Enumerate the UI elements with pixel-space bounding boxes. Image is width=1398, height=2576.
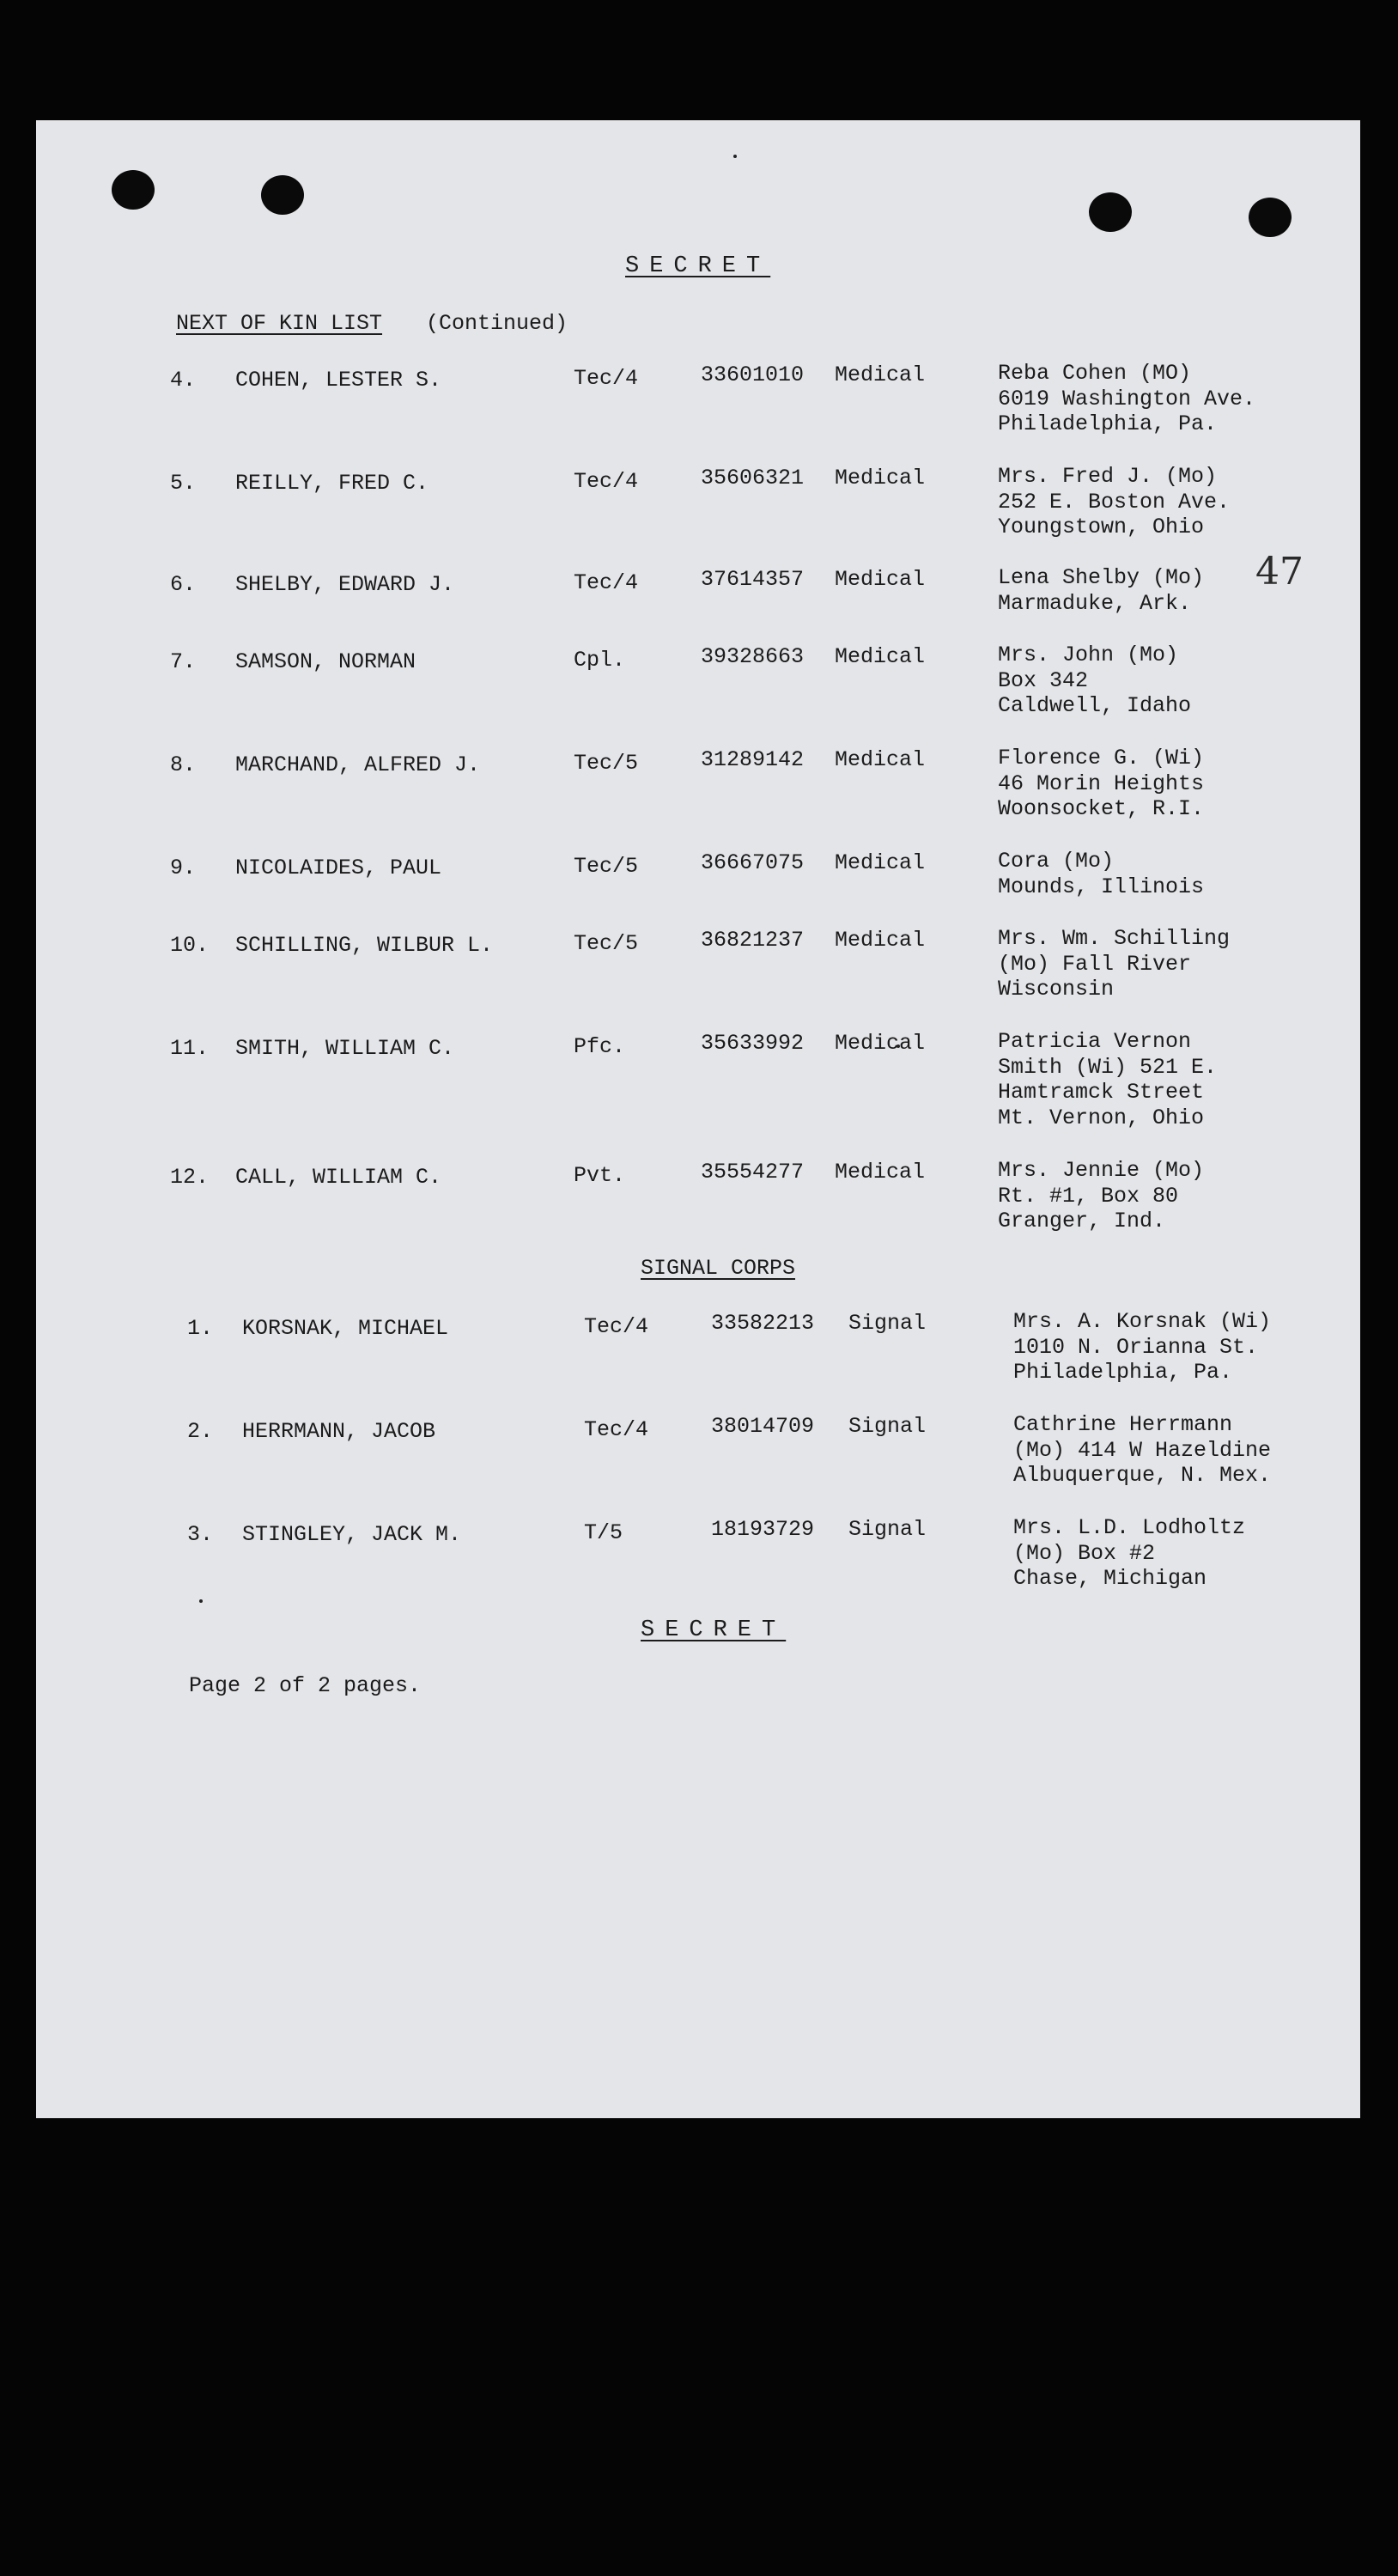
handwritten-page-number: 47 bbox=[1255, 550, 1304, 594]
entry-number: 8. bbox=[170, 752, 197, 777]
entry-next-of-kin-line: 252 E. Boston Ave. bbox=[998, 489, 1231, 515]
punch-hole bbox=[1249, 198, 1292, 237]
continued-note: (Continued) bbox=[426, 311, 568, 336]
entry-number: 1. bbox=[187, 1316, 214, 1341]
entry-branch: Medical bbox=[835, 1160, 926, 1184]
entry-next-of-kin-line: Mrs. Wm. Schilling bbox=[998, 926, 1231, 951]
speck bbox=[733, 155, 737, 158]
speck bbox=[199, 1599, 203, 1603]
entry-name: SMITH, WILLIAM C. bbox=[235, 1036, 455, 1061]
entry-next-of-kin-line: Rt. #1, Box 80 bbox=[998, 1183, 1179, 1209]
entry-next-of-kin-line: Hamtramck Street bbox=[998, 1080, 1205, 1105]
entry-branch: Medical bbox=[835, 928, 926, 953]
entry-next-of-kin-line: Philadelphia, Pa. bbox=[998, 411, 1218, 436]
entry-branch: Medical bbox=[835, 466, 926, 490]
entry-next-of-kin-line: (Mo) 414 W Hazeldine bbox=[1013, 1437, 1272, 1463]
entry-number: 12. bbox=[170, 1165, 210, 1190]
entry-serial-number: 35633992 bbox=[701, 1031, 805, 1056]
entry-next-of-kin-line: Mrs. John (Mo) bbox=[998, 642, 1179, 667]
entry-name: HERRMANN, JACOB bbox=[242, 1419, 436, 1444]
entry-serial-number: 39328663 bbox=[701, 644, 805, 669]
entry-branch: Medical bbox=[835, 362, 926, 387]
entry-rank: Tec/5 bbox=[574, 751, 639, 776]
entry-next-of-kin-line: 46 Morin Heights bbox=[998, 770, 1205, 796]
entry-rank: Tec/4 bbox=[574, 469, 639, 494]
entry-next-of-kin-line: Reba Cohen (MO) bbox=[998, 361, 1192, 386]
document-page bbox=[36, 120, 1360, 2118]
entry-serial-number: 18193729 bbox=[711, 1517, 815, 1542]
entry-next-of-kin-line: Albuquerque, N. Mex. bbox=[1013, 1463, 1272, 1488]
entry-next-of-kin-line: Mounds, Illinois bbox=[998, 874, 1205, 899]
signal-corps-heading: SIGNAL CORPS bbox=[641, 1256, 796, 1281]
entry-next-of-kin-line: Florence G. (Wi) bbox=[998, 746, 1205, 770]
entry-rank: Pvt. bbox=[574, 1163, 626, 1188]
entry-next-of-kin-line: Patricia Vernon bbox=[998, 1029, 1192, 1054]
entry-serial-number: 31289142 bbox=[701, 747, 805, 772]
entry-serial-number: 35554277 bbox=[701, 1160, 805, 1184]
entry-rank: Tec/4 bbox=[584, 1417, 649, 1442]
entry-number: 7. bbox=[170, 649, 197, 674]
entry-next-of-kin-line: Mrs. A. Korsnak (Wi) bbox=[1013, 1309, 1272, 1334]
entry-rank: Cpl. bbox=[574, 648, 626, 673]
entry-next-of-kin-line: Mrs. L.D. Lodholtz bbox=[1013, 1515, 1246, 1540]
entry-name: SHELBY, EDWARD J. bbox=[235, 572, 455, 597]
entry-next-of-kin-line: 1010 N. Orianna St. bbox=[1013, 1334, 1259, 1360]
entry-name: COHEN, LESTER S. bbox=[235, 368, 442, 393]
entry-next-of-kin-line: Lena Shelby (Mo) bbox=[998, 565, 1205, 590]
punch-hole bbox=[1089, 192, 1132, 232]
header-secret-title: SECRET bbox=[625, 253, 771, 279]
entry-next-of-kin-line: Woonsocket, R.I. bbox=[998, 796, 1205, 821]
entry-name: REILLY, FRED C. bbox=[235, 471, 429, 496]
entry-next-of-kin-line: Youngstown, Ohio bbox=[998, 515, 1205, 539]
footer-secret-title: SECRET bbox=[641, 1617, 787, 1643]
entry-next-of-kin-line: Caldwell, Idaho bbox=[998, 693, 1192, 718]
entry-rank: Tec/4 bbox=[574, 570, 639, 595]
entry-next-of-kin-line: (Mo) Box #2 bbox=[1013, 1540, 1156, 1566]
punch-hole bbox=[112, 170, 155, 210]
entry-serial-number: 33601010 bbox=[701, 362, 805, 387]
entry-next-of-kin-line: 6019 Washington Ave. bbox=[998, 386, 1256, 411]
entry-number: 9. bbox=[170, 856, 197, 880]
entry-next-of-kin-line: Box 342 bbox=[998, 667, 1089, 693]
entry-branch: Medical bbox=[835, 567, 926, 592]
entry-rank: Tec/4 bbox=[574, 366, 639, 391]
entry-branch: Medical bbox=[835, 850, 926, 875]
entry-next-of-kin-line: Smith (Wi) 521 E. bbox=[998, 1054, 1218, 1080]
entry-number: 3. bbox=[187, 1522, 214, 1547]
entry-rank: Tec/5 bbox=[574, 931, 639, 956]
page-info: Page 2 of 2 pages. bbox=[189, 1673, 422, 1698]
next-of-kin-heading: NEXT OF KIN LIST bbox=[176, 311, 383, 336]
entry-number: 10. bbox=[170, 933, 210, 958]
entry-next-of-kin-line: Cathrine Herrmann bbox=[1013, 1412, 1233, 1437]
entry-serial-number: 37614357 bbox=[701, 567, 805, 592]
entry-number: 2. bbox=[187, 1419, 214, 1444]
entry-next-of-kin-line: Chase, Michigan bbox=[1013, 1566, 1207, 1591]
entry-next-of-kin-line: Mrs. Jennie (Mo) bbox=[998, 1158, 1205, 1183]
entry-next-of-kin-line: Philadelphia, Pa. bbox=[1013, 1360, 1233, 1385]
entry-rank: Tec/4 bbox=[584, 1314, 649, 1339]
entry-name: MARCHAND, ALFRED J. bbox=[235, 752, 481, 777]
entry-name: KORSNAK, MICHAEL bbox=[242, 1316, 449, 1341]
entry-next-of-kin-line: Marmaduke, Ark. bbox=[998, 590, 1192, 616]
entry-next-of-kin-line: Mrs. Fred J. (Mo) bbox=[998, 464, 1218, 489]
entry-number: 11. bbox=[170, 1036, 210, 1061]
entry-branch: Medical bbox=[835, 1031, 926, 1056]
entry-number: 5. bbox=[170, 471, 197, 496]
entry-serial-number: 36821237 bbox=[701, 928, 805, 953]
entry-number: 6. bbox=[170, 572, 197, 597]
entry-rank: Pfc. bbox=[574, 1034, 626, 1059]
entry-name: STINGLEY, JACK M. bbox=[242, 1522, 462, 1547]
entry-number: 4. bbox=[170, 368, 197, 393]
entry-name: CALL, WILLIAM C. bbox=[235, 1165, 442, 1190]
entry-name: SCHILLING, WILBUR L. bbox=[235, 933, 494, 958]
entry-serial-number: 38014709 bbox=[711, 1414, 815, 1439]
entry-rank: Tec/5 bbox=[574, 854, 639, 879]
entry-branch: Medical bbox=[835, 747, 926, 772]
punch-hole bbox=[261, 175, 304, 215]
entry-serial-number: 35606321 bbox=[701, 466, 805, 490]
entry-next-of-kin-line: Granger, Ind. bbox=[998, 1209, 1166, 1233]
entry-rank: T/5 bbox=[584, 1520, 623, 1545]
entry-branch: Signal bbox=[848, 1517, 927, 1542]
entry-serial-number: 36667075 bbox=[701, 850, 805, 875]
entry-next-of-kin-line: Cora (Mo) bbox=[998, 849, 1115, 874]
entry-next-of-kin-line: Mt. Vernon, Ohio bbox=[998, 1105, 1205, 1130]
entry-next-of-kin-line: (Mo) Fall River bbox=[998, 951, 1192, 977]
entry-name: NICOLAIDES, PAUL bbox=[235, 856, 442, 880]
entry-name: SAMSON, NORMAN bbox=[235, 649, 416, 674]
entry-branch: Medical bbox=[835, 644, 926, 669]
entry-serial-number: 33582213 bbox=[711, 1311, 815, 1336]
entry-branch: Signal bbox=[848, 1414, 927, 1439]
entry-branch: Signal bbox=[848, 1311, 927, 1336]
entry-next-of-kin-line: Wisconsin bbox=[998, 977, 1115, 1002]
